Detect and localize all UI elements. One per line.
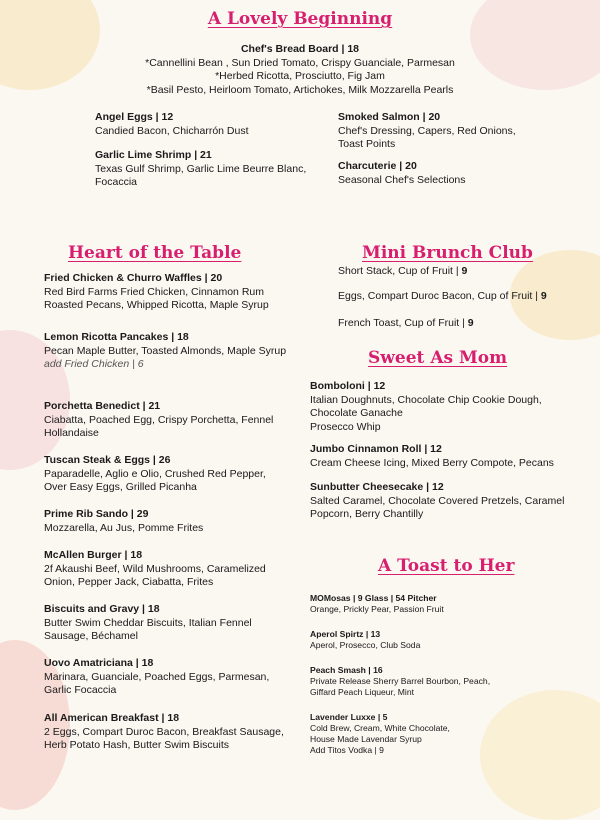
item-desc: Marinara, Guanciale, Poached Eggs, Parmesan, Garlic Focaccia [44,670,270,696]
item-name: Smoked Salmon | 20 [338,111,441,123]
item-desc: Seasonal Chef's Selections [338,173,466,186]
item-desc: Pecan Maple Butter, Toasted Almonds, Maple Syrup [44,344,287,357]
item-name: Uovo Amatriciana | 18 [44,657,154,669]
menu-item [310,593,510,615]
bread-line: *Herbed Ricotta, Prosciutto, Fig Jam [215,70,385,82]
menu-item [95,149,330,190]
item-desc: Private Release Sherry Barrel Bourbon, Peach, Giffard Peach Liqueur, Mint [310,676,491,697]
item-text: French Toast, Cup of Fruit | [338,317,468,329]
item-name: Bomboloni | 12 [310,380,386,392]
menu-item [95,111,325,138]
item-desc: Orange, Prickly Pear, Passion Fruit [310,604,444,614]
item-name: Angel Eggs | 12 [95,111,174,123]
item-name: Garlic Lime Shrimp | 21 [95,149,212,161]
item-name: Aperol Spirtz | 13 [310,629,381,639]
item-name: Fried Chicken & Churro Waffles | 20 [44,272,223,284]
menu-item [310,629,510,651]
menu-item [338,111,538,152]
section-title-brunch: Mini Brunch Club [362,243,533,263]
item-name: Tuscan Steak & Eggs | 26 [44,454,171,466]
floral-decoration [480,690,600,820]
item-desc: Cold Brew, Cream, White Chocolate, House Made Lavendar Syrup [310,723,450,744]
item-name: MOMosas | 9 Glass | 54 Pitcher [310,593,437,603]
item-name: All American Breakfast | 18 [44,712,180,724]
item-addon: add Fried Chicken | 6 [44,358,144,370]
menu-item [44,549,289,590]
item-desc: 2 Eggs, Compart Duroc Bacon, Breakfast Sausage, Herb Potato Hash, Butter Swim Biscuits [44,725,284,751]
item-desc: Cream Cheese Icing, Mixed Berry Compote, Pecans [310,456,554,469]
bread-line: *Cannellini Bean , Sun Dried Tomato, Crispy Guanciale, Parmesan [145,56,455,69]
item-name: Lemon Ricotta Pancakes | 18 [44,331,189,343]
menu-item [44,454,289,495]
item-text: Short Stack, Cup of Fruit | [338,265,462,277]
section-title-beginning: A Lovely Beginning [207,9,393,29]
item-desc: Salted Caramel, Chocolate Covered Pretzels, Caramel Popcorn, Berry Chantilly [310,494,565,520]
item-name: Lavender Luxxe | 5 [310,712,388,722]
item-name: Biscuits and Gravy | 18 [44,603,160,615]
brunch-item [338,265,578,279]
item-text: Eggs, Compart Duroc Bacon, Cup of Fruit | [338,290,541,302]
item-name: Sunbutter Cheesecake | 12 [310,481,444,493]
section-title-toast: A Toast to Her [378,556,515,576]
section-title-sweet: Sweet As Mom [368,348,508,368]
item-desc: Texas Gulf Shrimp, Garlic Lime Beurre Blanc, Focaccia [95,162,307,188]
menu-item [338,160,538,187]
item-price: 9 [461,265,468,277]
brunch-item [338,290,588,304]
menu-item [310,712,470,756]
menu-item [310,443,570,470]
item-extra: Prosecco Whip [310,420,381,433]
item-extra: Add Titos Vodka | 9 [310,745,384,755]
item-desc: 2f Akaushi Beef, Wild Mushrooms, Caramelized Onion, Pepper Jack, Ciabatta, Frites [44,562,266,588]
item-desc: Butter Swim Cheddar Biscuits, Italian Fennel Sausage, Béchamel [44,616,252,642]
menu-item [44,712,289,753]
bread-line: *Basil Pesto, Heirloom Tomato, Artichokes, Milk Mozzarella Pearls [146,83,454,96]
item-price: 9 [540,290,547,302]
item-name: McAllen Burger | 18 [44,549,143,561]
item-name: Chef's Bread Board | 18 [240,43,360,55]
item-name: Charcuterie | 20 [338,160,417,172]
item-desc: Ciabatta, Poached Egg, Crispy Porchetta, Fennel Hollandaise [44,413,274,439]
item-desc: Mozzarella, Au Jus, Pomme Frites [44,521,204,534]
item-name: Peach Smash | 16 [310,665,383,675]
item-name: Porchetta Benedict | 21 [44,400,161,412]
menu-item [310,481,575,522]
item-name: Prime Rib Sando | 29 [44,508,149,520]
menu-item [310,665,515,698]
item-desc: Italian Doughnuts, Chocolate Chip Cookie Dough, Chocolate Ganache [310,393,542,419]
menu-item [44,272,289,313]
section-title-heart: Heart of the Table [68,243,242,263]
menu-item [44,508,289,535]
item-desc: Red Bird Farms Fried Chicken, Cinnamon Rum Roasted Pecans, Whipped Ricotta, Maple Syrup [44,285,269,311]
item-desc: Chef's Dressing, Capers, Red Onions, Toast Points [338,124,516,150]
item-name: Jumbo Cinnamon Roll | 12 [310,443,442,455]
menu-item [44,400,289,441]
brunch-item [338,317,578,331]
bread-board [90,43,510,97]
menu-item [44,603,289,644]
item-desc: Candied Bacon, Chicharrón Dust [95,124,249,137]
item-desc: Paparadelle, Aglio e Olio, Crushed Red Pepper, Over Easy Eggs, Grilled Picanha [44,467,266,493]
menu-item [310,380,560,434]
item-desc: Aperol, Prosecco, Club Soda [310,640,421,650]
menu-item [44,657,289,698]
menu-item [44,331,289,372]
item-price: 9 [467,317,474,329]
